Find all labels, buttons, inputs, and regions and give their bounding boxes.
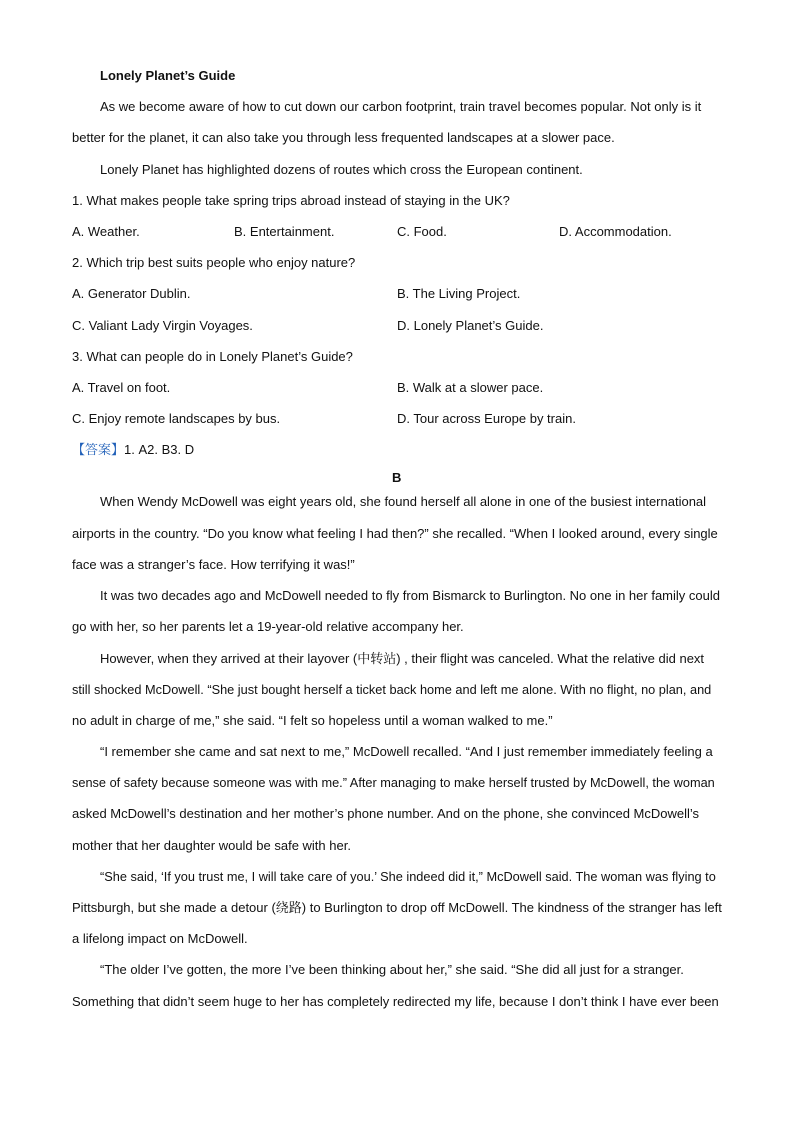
question-option: A. Generator Dublin. xyxy=(72,286,191,301)
question-option: C. Valiant Lady Virgin Voyages. xyxy=(72,318,253,333)
paragraph-line: sense of safety because someone was with me.” After managing to make herself trusted by McDowell, the woman xyxy=(72,775,715,790)
question-option: B. Walk at a slower pace. xyxy=(397,380,544,395)
paragraph-line: face was a stranger’s face. How terrifying it was!” xyxy=(72,557,355,572)
answer-line xyxy=(72,442,194,458)
question-option: B. Entertainment. xyxy=(234,224,335,239)
question-option: D. Lonely Planet’s Guide. xyxy=(397,318,544,333)
paragraph-line: still shocked McDowell. “She just bought herself a ticket back home and left me alone. With no flight, no plan, and xyxy=(72,682,712,697)
question-stem: 3. What can people do in Lonely Planet’s Guide? xyxy=(72,349,353,364)
question-option: B. The Living Project. xyxy=(397,286,521,301)
paragraph-line: Something that didn’t seem huge to her has completely redirected my life, because I don’t think I have ever been xyxy=(72,994,719,1009)
question-option: A. Travel on foot. xyxy=(72,380,171,395)
paragraph-line: Lonely Planet has highlighted dozens of routes which cross the European continent. xyxy=(100,162,583,177)
paragraph-line: a lifelong impact on McDowell. xyxy=(72,931,248,946)
question-option: A. Weather. xyxy=(72,224,140,239)
paragraph-line: airports in the country. “Do you know what feeling I had then?” she recalled. “When I looked around, every single xyxy=(72,526,718,541)
paragraph-line: asked McDowell’s destination and her mother’s phone number. And on the phone, she convinced McDowell’s xyxy=(72,806,700,821)
question-option: C. Food. xyxy=(397,224,447,239)
answer-tag: 【答案】 xyxy=(72,442,125,457)
paragraph-line: Pittsburgh, but she made a detour (绕路) to Burlington to drop off McDowell. The kindness of the stranger has left xyxy=(72,900,722,915)
question-option: D. Tour across Europe by train. xyxy=(397,411,576,426)
question-stem: 2. Which trip best suits people who enjoy nature? xyxy=(72,255,356,270)
paragraph-line: When Wendy McDowell was eight years old, she found herself all alone in one of the busiest international xyxy=(100,494,707,509)
paragraph-line: mother that her daughter would be safe with her. xyxy=(72,838,351,853)
paragraph-line: go with her, so her parents let a 19-year-old relative accompany her. xyxy=(72,619,464,634)
section-b-label: B xyxy=(392,470,402,485)
paragraph-line: As we become aware of how to cut down our carbon footprint, train travel becomes popular. Not only is it xyxy=(100,99,702,114)
paragraph-line: It was two decades ago and McDowell needed to fly from Bismarck to Burlington. No one in her family could xyxy=(100,588,720,603)
paragraph-line: “She said, ‘If you trust me, I will take care of you.’ She indeed did it,” McDowell said. The woman was flying to xyxy=(100,869,716,884)
answer-text: 1. A2. B3. D xyxy=(124,442,195,457)
paragraph-line: no adult in charge of me,” she said. “I felt so hopeless until a woman walked to me.” xyxy=(72,713,553,728)
paragraph-line: better for the planet, it can also take you through less frequented landscapes at a slower pace. xyxy=(72,130,615,145)
question-stem: 1. What makes people take spring trips abroad instead of staying in the UK? xyxy=(72,193,510,208)
paragraph-line: “The older I’ve gotten, the more I’ve been thinking about her,” she said. “She did all just for a stranger. xyxy=(100,962,684,977)
paragraph-line: “I remember she came and sat next to me,” McDowell recalled. “And I just remember immediately feeling a xyxy=(100,744,713,759)
paragraph-line: However, when they arrived at their layover (中转站) , their flight was canceled. What the relative did next xyxy=(100,651,705,666)
section-a-title: Lonely Planet’s Guide xyxy=(100,68,236,83)
question-option: D. Accommodation. xyxy=(559,224,672,239)
question-option: C. Enjoy remote landscapes by bus. xyxy=(72,411,281,426)
